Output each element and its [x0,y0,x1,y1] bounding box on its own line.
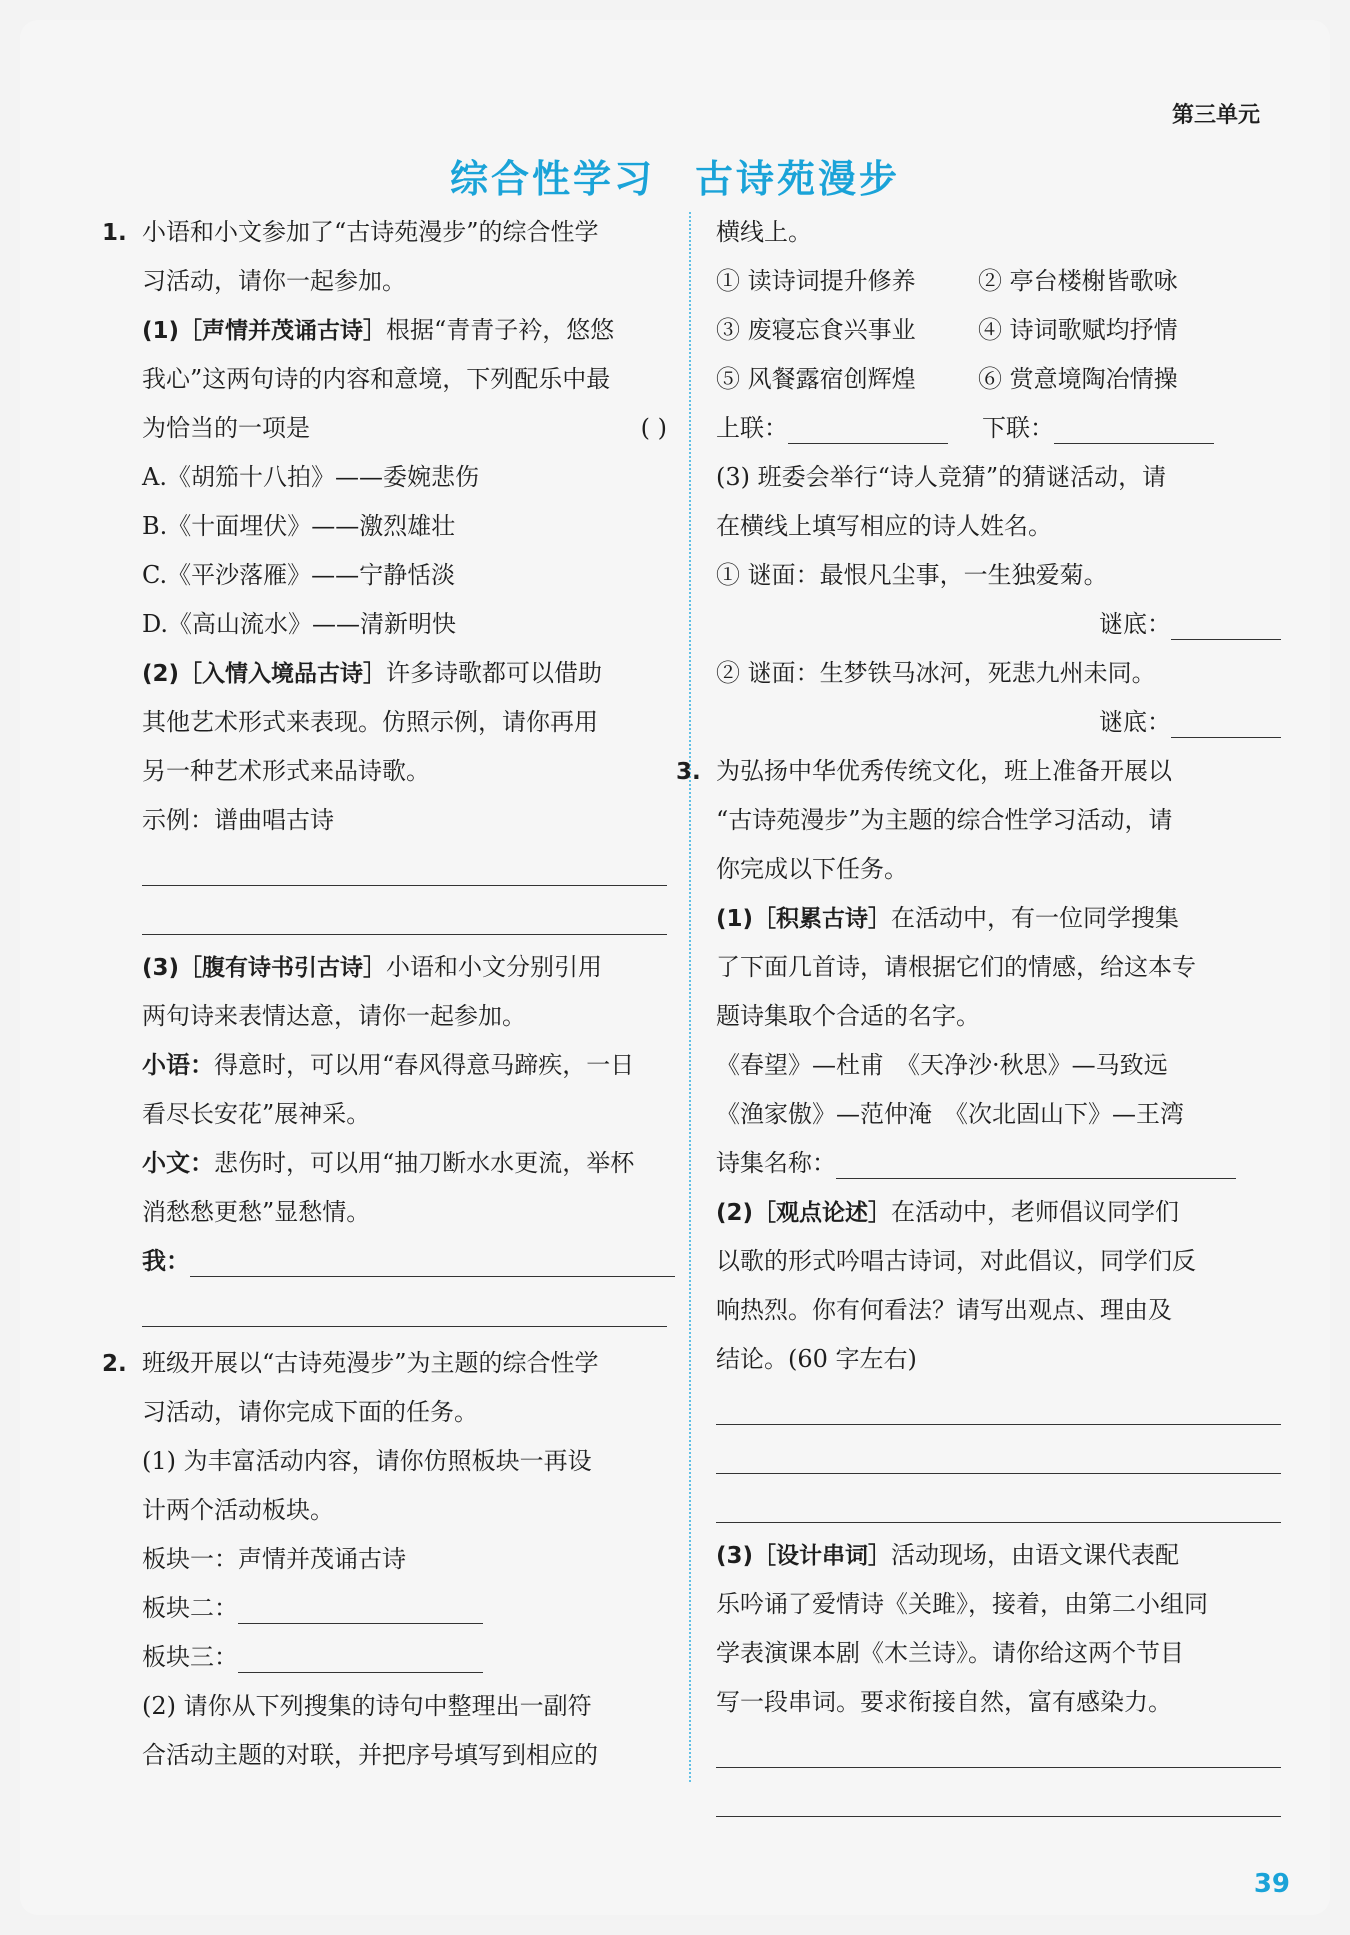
riddle-one: ① 谜面：最恨凡尘事，一生独爱菊。 [716,561,1108,589]
q1-part2-tag: (2)［入情入境品古诗］ [142,661,387,687]
block-two-line[interactable] [238,1589,483,1624]
left-column [102,208,667,1780]
block-three-label: 板块三： [142,1643,238,1671]
q3-part2-text2: 以歌的形式吟唱古诗词，对此倡议，同学们反 [716,1247,1196,1275]
lower-couplet-label: 下联： [982,414,1054,442]
option-c[interactable]: C.《平沙落雁》——宁静恬淡 [142,561,456,589]
couplet-item: ⑤ 风餐露宿创辉煌 [716,365,916,393]
q1-example: 示例：谱曲唱古诗 [142,806,334,834]
q3-part1-tag: (1)［积累古诗］ [716,906,892,932]
q3-intro-cont: “古诗苑漫步”为主题的综合性学习活动，请 [716,806,1173,834]
q1-part3-text: 小语和小文分别引用 [386,953,603,981]
answer-line[interactable] [676,1776,1281,1825]
q3-part2-text4: 结论。(60 字左右) [716,1345,917,1373]
riddle-answer-label: 谜底： [1099,610,1171,638]
q1-part2-text3: 另一种艺术形式来品诗歌。 [142,757,430,785]
q1-intro-cont: 习活动，请你一起参加。 [142,267,406,295]
me-label: 我： [142,1247,190,1275]
q1-part3-text2: 两句诗来表情达意，请你一起参加。 [142,1002,526,1030]
q1-part2-text2: 其他艺术形式来表现。仿照示例，请你再用 [142,708,598,736]
q3-part3-text: 活动现场，由语文课代表配 [891,1541,1180,1569]
block-two-label: 板块二： [142,1594,238,1622]
couplet-item: ⑥ 赏意境陶冶情操 [978,365,1178,393]
q2-part3-text2: 在横线上填写相应的诗人姓名。 [716,512,1052,540]
q3-part2-tag: (2)［观点论述］ [716,1200,892,1226]
poem-list: 《渔家傲》—范仲淹 《次北固山下》—王湾 [716,1100,1184,1128]
couplet-item: ④ 诗词歌赋均抒情 [978,316,1178,344]
q1-part2-text: 许多诗歌都可以借助 [386,659,603,687]
upper-couplet-line[interactable] [788,409,948,444]
block-one: 板块一：声情并茂诵古诗 [142,1545,406,1573]
riddle-answer-line[interactable] [1171,703,1281,738]
q3-intro: 为弘扬中华优秀传统文化，班上准备开展以 [716,757,1172,785]
couplet-item: ② 亭台楼榭皆歌咏 [978,267,1178,295]
me-answer-line[interactable] [190,1242,675,1277]
xiaoyu-text: 得意时，可以用“春风得意马蹄疾，一日 [214,1051,635,1079]
q2-part2-text: (2) 请你从下列搜集的诗句中整理出一副符 [142,1692,592,1720]
q2-part1-text2: 计两个活动板块。 [142,1496,334,1524]
title-part-a: 综合性学习 [449,157,655,201]
title-part-b: 古诗苑漫步 [695,157,901,201]
xiaoyu-label: 小语： [142,1051,214,1079]
q1-intro: 小语和小文参加了“古诗苑漫步”的综合性学 [142,218,599,246]
q2-part2-text3: 横线上。 [716,218,812,246]
xiaowen-text2: 消愁愁更愁”显愁情。 [142,1198,371,1226]
q3-part1-text: 在活动中，有一位同学搜集 [891,904,1180,932]
xiaowen-text: 悲伤时，可以用“抽刀断水水更流，举杯 [214,1149,635,1177]
upper-couplet-label: 上联： [716,414,788,442]
collection-name-line[interactable] [836,1144,1236,1179]
couplet-item: ① 读诗词提升修养 [716,267,916,295]
xiaowen-label: 小文： [142,1149,214,1177]
answer-line[interactable] [102,894,667,943]
q3-part3-tag: (3)［设计串词］ [716,1543,892,1569]
q2-part1-text: (1) 为丰富活动内容，请你仿照板块一再设 [142,1447,592,1475]
xiaoyu-text2: 看尽长安花”展神采。 [142,1100,371,1128]
couplet-item: ③ 废寝忘食兴事业 [716,316,916,344]
q3-part3-text2: 乐吟诵了爱情诗《关雎》，接着，由第二小组同 [716,1590,1208,1618]
riddle-answer-label: 谜底： [1099,708,1171,736]
q1-part1-text3: 为恰当的一项是 [142,414,310,442]
option-a[interactable]: A.《胡笳十八拍》——委婉悲伤 [142,463,479,491]
unit-label: 第三单元 [1171,103,1260,128]
answer-line[interactable] [102,1286,667,1335]
riddle-answer-line[interactable] [1171,605,1281,640]
q3-part3-text3: 学表演课本剧《木兰诗》。请你给这两个节目 [716,1639,1184,1667]
answer-parentheses[interactable]: ( ) [640,414,667,442]
q2-part3-text: (3) 班委会举行“诗人竞猜”的猜谜活动，请 [716,463,1167,491]
q1-part1-text: 根据“青青子衿，悠悠 [386,316,615,344]
column-divider [689,212,691,1782]
q3-intro-cont2: 你完成以下任务。 [716,855,908,883]
answer-line[interactable] [676,1433,1281,1482]
poem-list: 《春望》—杜甫 《天净沙·秋思》—马致远 [716,1051,1168,1079]
q1-part3-tag: (3)［腹有诗书引古诗］ [142,955,387,981]
answer-line[interactable] [676,1482,1281,1531]
q3-part1-text3: 题诗集取个合适的名字。 [716,1002,980,1030]
q3-part2-text3: 响热烈。你有何看法？请写出观点、理由及 [716,1296,1172,1324]
question-number: 3. [676,759,701,785]
q1-part1-tag: (1)［声情并茂诵古诗］ [142,318,387,344]
riddle-two: ② 谜面：生梦铁马冰河，死悲九州未同。 [716,659,1156,687]
option-b[interactable]: B.《十面埋伏》——激烈雄壮 [142,512,456,540]
lower-couplet-line[interactable] [1054,409,1214,444]
q3-part1-text2: 了下面几首诗，请根据它们的情感，给这本专 [716,953,1196,981]
question-number: 1. [102,220,127,246]
q1-part1-text2: 我心”这两句诗的内容和意境，下列配乐中最 [142,365,611,393]
right-column [676,208,1281,1825]
collection-name-label: 诗集名称： [716,1149,836,1177]
page-title [20,148,1330,203]
answer-line[interactable] [676,1384,1281,1433]
answer-line[interactable] [676,1727,1281,1776]
question-number: 2. [102,1351,127,1377]
q2-part2-text2: 合活动主题的对联，并把序号填写到相应的 [142,1741,598,1769]
block-three-line[interactable] [238,1638,483,1673]
answer-line[interactable] [102,845,667,894]
q2-intro-cont: 习活动，请你完成下面的任务。 [142,1398,478,1426]
option-d[interactable]: D.《高山流水》——清新明快 [142,610,457,638]
q2-intro: 班级开展以“古诗苑漫步”为主题的综合性学 [142,1349,599,1377]
q3-part3-text4: 写一段串词。要求衔接自然，富有感染力。 [716,1688,1172,1716]
q3-part2-text: 在活动中，老师倡议同学们 [891,1198,1180,1226]
page-number: 39 [1253,1869,1290,1899]
